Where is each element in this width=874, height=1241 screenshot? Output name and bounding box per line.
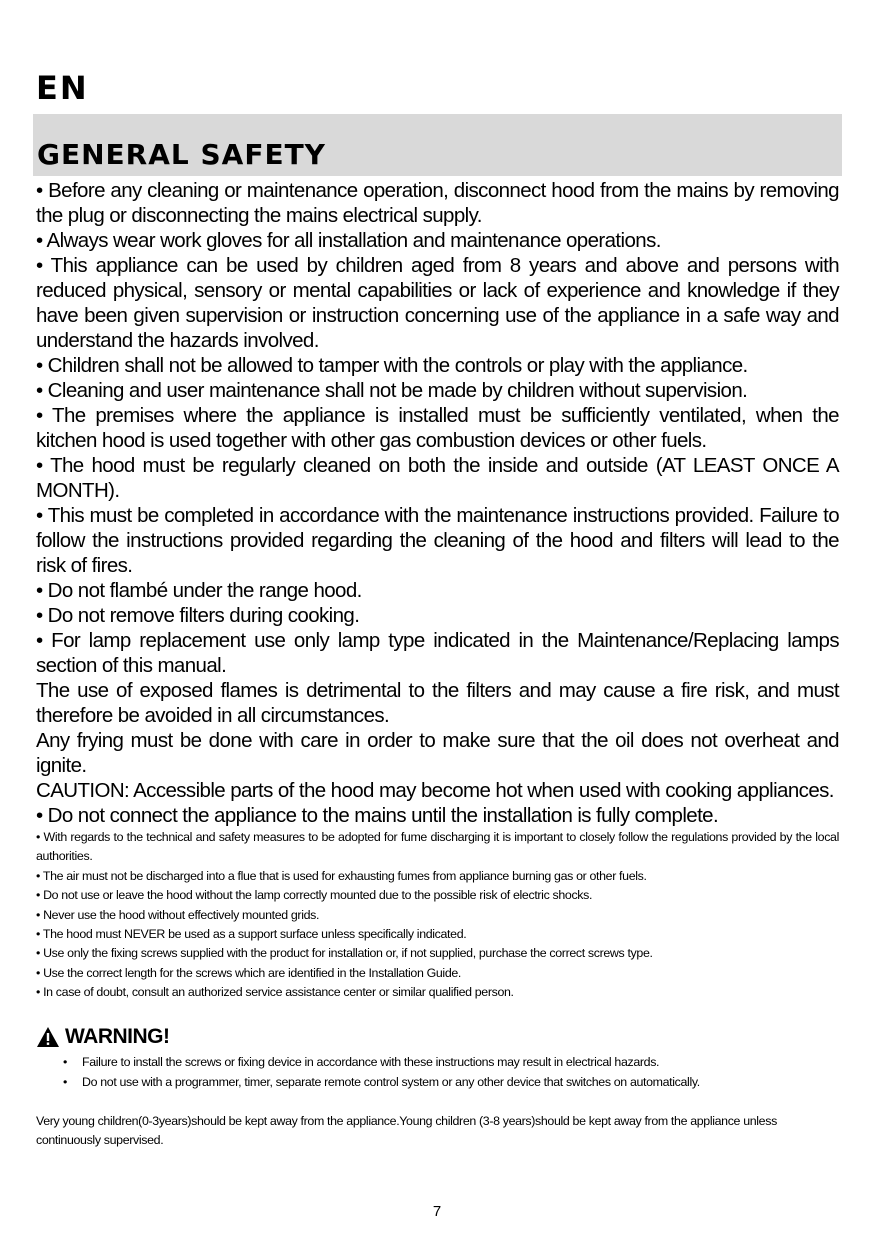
section-header-bar (33, 114, 842, 176)
warning-item-text: Do not use with a programmer, timer, separate remote control system or any other device that switches on automatically. (82, 1074, 700, 1089)
warning-item (36, 1052, 839, 1072)
fine-print-item: • Never use the hood without effectively mounted grids. (36, 907, 320, 922)
safety-paragraph: • Do not connect the appliance to the mains until the installation is fully complete. (36, 804, 719, 827)
warning-triangle-icon (36, 1026, 60, 1048)
bullet: • (63, 1074, 67, 1089)
safety-paragraph: • Before any cleaning or maintenance operation, disconnect hood from the mains by removing the plug or disconnecting the mains electrical supply. (36, 179, 839, 227)
safety-paragraph: The use of exposed flames is detrimental to the filters and may cause a fire risk, and must therefore be avoided in all circumstances. (36, 679, 839, 727)
safety-paragraph: • This must be completed in accordance with the maintenance instructions provided. Failure to follow the instructions provided regarding the cleaning of the hood and filters will lead to the risk of fires. (36, 504, 839, 577)
fine-print-list (36, 828, 839, 1003)
safety-content (36, 178, 839, 1150)
fine-print-item: • The hood must NEVER be used as a support surface unless specifically indicated. (36, 927, 467, 942)
warning-list (36, 1052, 839, 1092)
safety-paragraph: • This appliance can be used by children aged from 8 years and above and persons with reduced physical, sensory or mental capabilities or lack of experience and knowledge if they have been given supervision or instruction concerning use of the appliance in a safe way and understand the hazards involved. (36, 254, 839, 352)
safety-paragraph: Any frying must be done with care in order to make sure that the oil does not overheat and ignite. (36, 729, 839, 777)
bullet: • (63, 1054, 67, 1069)
warning-item (36, 1072, 839, 1092)
safety-paragraph: • Do not remove filters during cooking. (36, 604, 360, 627)
safety-paragraph: • The premises where the appliance is installed must be sufficiently ventilated, when the kitchen hood is used together with other gas combustion devices or other fuels. (36, 404, 839, 452)
fine-print-item: • Use the correct length for the screws which are identified in the Installation Guide. (36, 965, 462, 980)
children-note: Very young children(0-3years)should be kept away from the appliance.Young children (3-8 years)should be kept away from the appliance unless continuously supervised. (36, 1113, 777, 1148)
fine-print-item: • In case of doubt, consult an authorized service assistance center or similar qualified person. (36, 985, 514, 1000)
safety-paragraph: • The hood must be regularly cleaned on both the inside and outside (AT LEAST ONCE A MONTH). (36, 454, 839, 502)
section-title: GENERAL SAFETY (37, 138, 326, 171)
safety-paragraph: • For lamp replacement use only lamp type indicated in the Maintenance/Replacing lamps section of this manual. (36, 629, 839, 677)
fine-print-item: • The air must not be discharged into a flue that is used for exhausting fumes from appliance burning gas or other fuels. (36, 868, 647, 883)
page-number: 7 (432, 1203, 442, 1220)
fine-print-item: • Use only the fixing screws supplied with the product for installation or, if not supplied, purchase the correct screws type. (36, 946, 653, 961)
safety-paragraph: • Cleaning and user maintenance shall not be made by children without supervision. (36, 379, 748, 402)
safety-paragraph: • Children shall not be allowed to tamper with the controls or play with the appliance. (36, 354, 748, 377)
safety-paragraph: • Do not flambé under the range hood. (36, 579, 362, 602)
warning-title: WARNING! (65, 1024, 170, 1048)
language-code: EN (36, 69, 89, 107)
safety-paragraph: • Always wear work gloves for all installation and maintenance operations. (36, 229, 661, 252)
caution-paragraph: CAUTION: Accessible parts of the hood may become hot when used with cooking appliances. (36, 779, 834, 802)
warning-item-text: Failure to install the screws or fixing device in accordance with these instructions may result in electrical hazards. (82, 1054, 660, 1069)
fine-print-item: • With regards to the technical and safety measures to be adopted for fume discharging it is important to closely follow the regulations provided by the local authorities. (36, 830, 839, 864)
fine-print-item: • Do not use or leave the hood without the lamp correctly mounted due to the possible risk of electric shocks. (36, 888, 593, 903)
warning-heading (36, 1022, 839, 1052)
